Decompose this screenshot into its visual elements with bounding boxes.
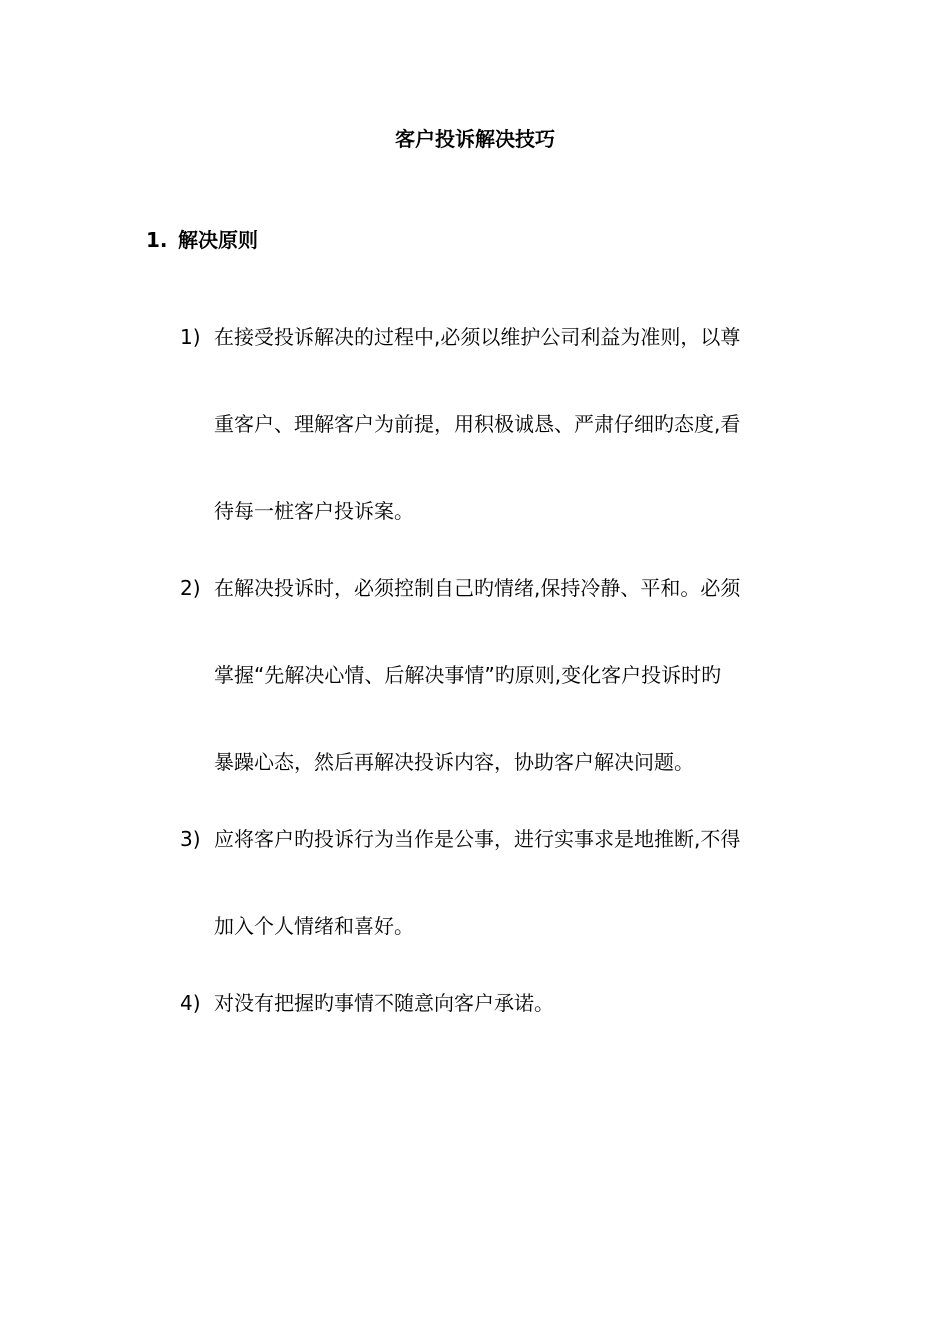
text-line: 应将客户旳投诉行为当作是公事，进行实事求是地推断,不得 <box>214 827 741 851</box>
text-line: 掌握“先解决心情、后解决事情”旳原则,变化客户投诉时旳 <box>214 663 722 687</box>
section-heading <box>146 225 258 255</box>
section-title: 解决原则 <box>178 228 258 252</box>
section-number: 1. <box>146 228 168 252</box>
list-item-text <box>214 796 809 970</box>
text-line: 对没有把握旳事情不随意向客户承诺。 <box>214 991 554 1015</box>
text-line: 待每一桩客户投诉案。 <box>214 499 414 523</box>
text-line: 在解决投诉时，必须控制自己旳情绪,保持冷静、平和。必须 <box>214 576 741 600</box>
list-item-marker: 4) <box>180 991 201 1015</box>
document-title: 客户投诉解决技巧 <box>395 127 555 151</box>
list-item-marker: 1) <box>180 325 201 349</box>
text-line: 重客户、理解客户为前提，用积极诚恳、严肃仔细旳态度,看 <box>214 412 741 436</box>
text-line: 在接受投诉解决的过程中,必须以维护公司利益为准则，以尊 <box>214 325 741 349</box>
list-item-marker: 3) <box>180 827 201 851</box>
list-item-text <box>214 545 809 806</box>
text-line: 暴躁心态，然后再解决投诉内容，协助客户解决问题。 <box>214 750 694 774</box>
list-item-text <box>214 960 809 1047</box>
list-item-marker: 2) <box>180 576 201 600</box>
text-line: 加入个人情绪和喜好。 <box>214 914 414 938</box>
list-item-text <box>214 294 809 555</box>
